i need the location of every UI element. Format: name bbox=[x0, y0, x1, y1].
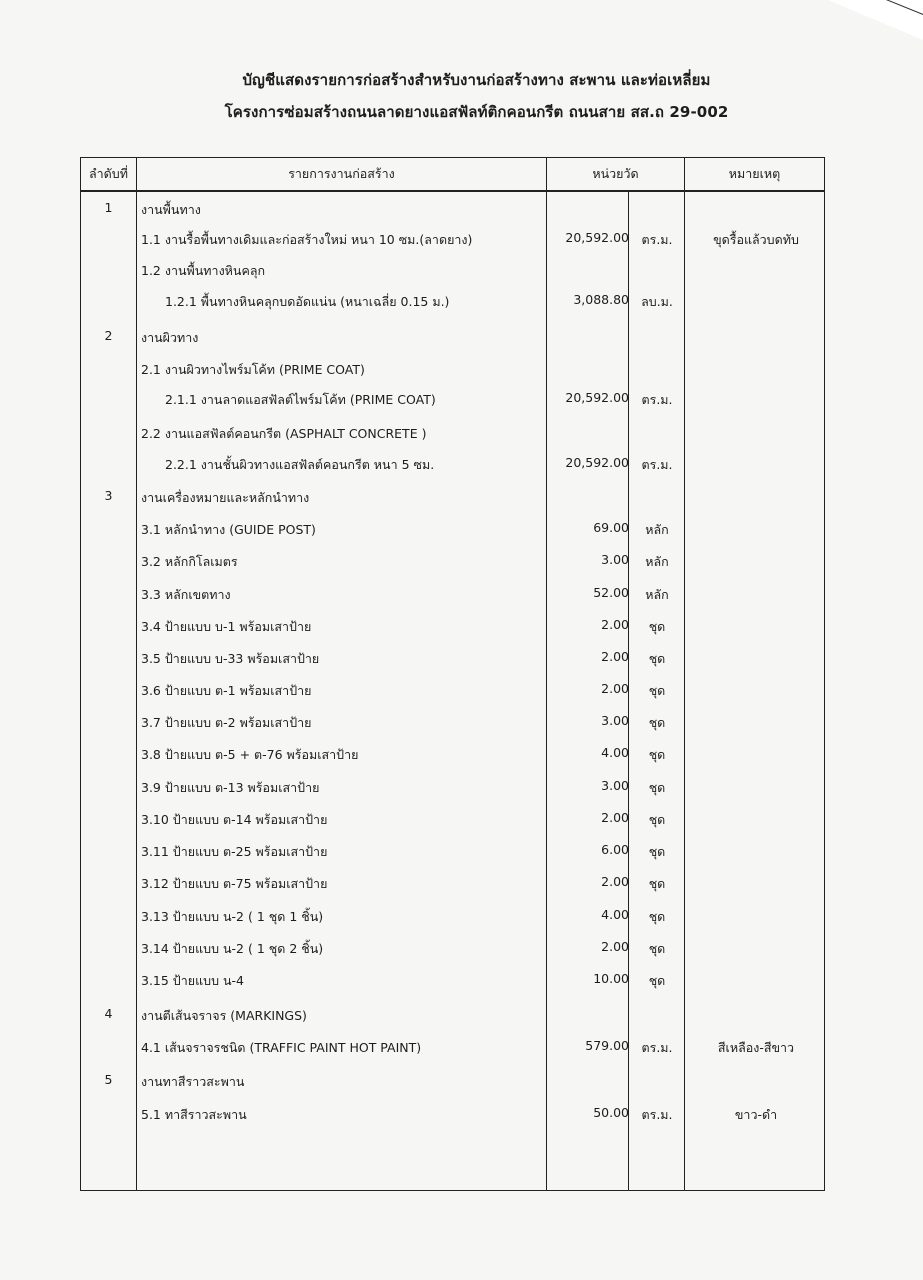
row-unit: ตร.ม. bbox=[641, 392, 673, 407]
row-description: 3.1 หลักนำทาง (GUIDE POST) bbox=[141, 522, 316, 537]
row-description: 3.7 ป้ายแบบ ต-2 พร้อมเสาป้าย bbox=[141, 715, 312, 730]
row-description: 3.15 ป้ายแบบ น-4 bbox=[141, 973, 244, 988]
row-description: 3.5 ป้ายแบบ บ-33 พร้อมเสาป้าย bbox=[141, 651, 320, 666]
row-unit: ชุด bbox=[648, 747, 666, 762]
row-seq: 4 bbox=[104, 1006, 113, 1021]
row-remark: ขุดรื้อแล้วบดทับ bbox=[713, 232, 799, 247]
row-unit: ตร.ม. bbox=[641, 1040, 673, 1055]
row-unit: หลัก bbox=[645, 587, 669, 602]
row-description: งานทาสีราวสะพาน bbox=[141, 1074, 245, 1089]
row-seq: 3 bbox=[104, 488, 113, 503]
row-quantity: 6.00 bbox=[601, 842, 629, 857]
row-quantity: 50.00 bbox=[593, 1105, 629, 1120]
row-quantity: 4.00 bbox=[601, 907, 629, 922]
row-quantity: 2.00 bbox=[601, 939, 629, 954]
row-description: 3.9 ป้ายแบบ ต-13 พร้อมเสาป้าย bbox=[141, 780, 320, 795]
row-description: 5.1 ทาสีราวสะพาน bbox=[141, 1107, 247, 1122]
row-unit: ชุด bbox=[648, 844, 666, 859]
header-seq: ลำดับที่ bbox=[89, 166, 128, 181]
row-quantity: 3.00 bbox=[601, 778, 629, 793]
row-quantity: 69.00 bbox=[593, 520, 629, 535]
row-unit: ชุด bbox=[648, 619, 666, 634]
row-quantity: 2.00 bbox=[601, 649, 629, 664]
row-quantity: 3.00 bbox=[601, 552, 629, 567]
row-description: 3.8 ป้ายแบบ ต-5 + ต-76 พร้อมเสาป้าย bbox=[141, 747, 359, 762]
column-divider bbox=[684, 158, 685, 1190]
row-quantity: 10.00 bbox=[593, 971, 629, 986]
row-unit: ชุด bbox=[648, 715, 666, 730]
row-description: 3.3 หลักเขตทาง bbox=[141, 587, 231, 602]
row-quantity: 20,592.00 bbox=[565, 230, 629, 245]
row-description: 3.4 ป้ายแบบ บ-1 พร้อมเสาป้าย bbox=[141, 619, 312, 634]
row-description: งานตีเส้นจราจร (MARKINGS) bbox=[141, 1008, 307, 1023]
row-description: 3.6 ป้ายแบบ ต-1 พร้อมเสาป้าย bbox=[141, 683, 312, 698]
row-description: งานเครื่องหมายและหลักนำทาง bbox=[141, 490, 310, 505]
column-divider bbox=[546, 158, 547, 1190]
row-unit: ชุด bbox=[648, 812, 666, 827]
row-unit: ชุด bbox=[648, 941, 666, 956]
row-unit: หลัก bbox=[645, 554, 669, 569]
row-description: 3.14 ป้ายแบบ น-2 ( 1 ชุด 2 ชิ้น) bbox=[141, 941, 324, 956]
row-unit: ตร.ม. bbox=[641, 1107, 673, 1122]
row-seq: 1 bbox=[104, 200, 113, 215]
header-description: รายการงานก่อสร้าง bbox=[288, 166, 395, 181]
row-unit: ลบ.ม. bbox=[641, 294, 673, 309]
row-quantity: 2.00 bbox=[601, 617, 629, 632]
column-divider bbox=[136, 158, 137, 1190]
row-description: 3.11 ป้ายแบบ ต-25 พร้อมเสาป้าย bbox=[141, 844, 328, 859]
row-unit: ชุด bbox=[648, 651, 666, 666]
row-quantity: 579.00 bbox=[585, 1038, 629, 1053]
row-description: 3.12 ป้ายแบบ ต-75 พร้อมเสาป้าย bbox=[141, 876, 328, 891]
row-quantity: 2.00 bbox=[601, 681, 629, 696]
row-quantity: 4.00 bbox=[601, 745, 629, 760]
header-divider bbox=[81, 190, 824, 192]
row-quantity: 3.00 bbox=[601, 713, 629, 728]
row-description: งานผิวทาง bbox=[141, 330, 199, 345]
row-unit: ตร.ม. bbox=[641, 457, 673, 472]
row-unit: ชุด bbox=[648, 780, 666, 795]
row-unit: ชุด bbox=[648, 973, 666, 988]
row-description: งานพื้นทาง bbox=[141, 202, 201, 217]
row-unit: หลัก bbox=[645, 522, 669, 537]
folded-page-corner bbox=[828, 0, 923, 40]
row-quantity: 20,592.00 bbox=[565, 455, 629, 470]
header-unit: หน่วยวัด bbox=[592, 166, 639, 181]
row-unit: ชุด bbox=[648, 683, 666, 698]
construction-items-table bbox=[80, 157, 825, 1191]
row-description: 4.1 เส้นจราจรชนิด (TRAFFIC PAINT HOT PAINT) bbox=[141, 1040, 422, 1055]
row-description: 3.13 ป้ายแบบ น-2 ( 1 ชุด 1 ชิ้น) bbox=[141, 909, 324, 924]
row-description: 3.10 ป้ายแบบ ต-14 พร้อมเสาป้าย bbox=[141, 812, 328, 827]
row-description: 1.2 งานพื้นทางหินคลุก bbox=[141, 263, 266, 278]
row-description: 2.1 งานผิวทางไพร์มโค้ท (PRIME COAT) bbox=[141, 362, 365, 377]
row-description: 2.1.1 งานลาดแอสฟัลต์ไพร์มโค้ท (PRIME COAT) bbox=[165, 392, 436, 407]
row-unit: ชุด bbox=[648, 909, 666, 924]
row-description: 1.1 งานรื้อพื้นทางเดิมและก่อสร้างใหม่ หนา 10 ซม.(ลาดยาง) bbox=[141, 232, 473, 247]
row-remark: ขาว-ดำ bbox=[734, 1107, 778, 1122]
row-quantity: 2.00 bbox=[601, 874, 629, 889]
row-seq: 5 bbox=[104, 1072, 113, 1087]
row-description: 2.2.1 งานชั้นผิวทางแอสฟัลต์คอนกรีต หนา 5 ซม. bbox=[165, 457, 435, 472]
row-seq: 2 bbox=[104, 328, 113, 343]
row-quantity: 52.00 bbox=[593, 585, 629, 600]
header-remark: หมายเหตุ bbox=[728, 166, 781, 181]
document-subtitle: โครงการซ่อมสร้างถนนลาดยางแอสฟัลท์ติกคอนกรีต ถนนสาย สส.ถ 29-002 bbox=[224, 103, 729, 121]
row-description: 1.2.1 พื้นทางหินคลุกบดอัดแน่น (หนาเฉลี่ย 0.15 ม.) bbox=[165, 294, 450, 309]
row-unit: ชุด bbox=[648, 876, 666, 891]
document-title: บัญชีแสดงรายการก่อสร้างสำหรับงานก่อสร้างทาง สะพาน และท่อเหลี่ยม bbox=[242, 71, 711, 89]
row-description: 2.2 งานแอสฟัลต์คอนกรีต (ASPHALT CONCRETE ) bbox=[141, 426, 427, 441]
row-quantity: 2.00 bbox=[601, 810, 629, 825]
row-remark: สีเหลือง-สีขาว bbox=[717, 1040, 795, 1055]
row-unit: ตร.ม. bbox=[641, 232, 673, 247]
row-quantity: 20,592.00 bbox=[565, 390, 629, 405]
row-description: 3.2 หลักกิโลเมตร bbox=[141, 554, 238, 569]
row-quantity: 3,088.80 bbox=[573, 292, 629, 307]
